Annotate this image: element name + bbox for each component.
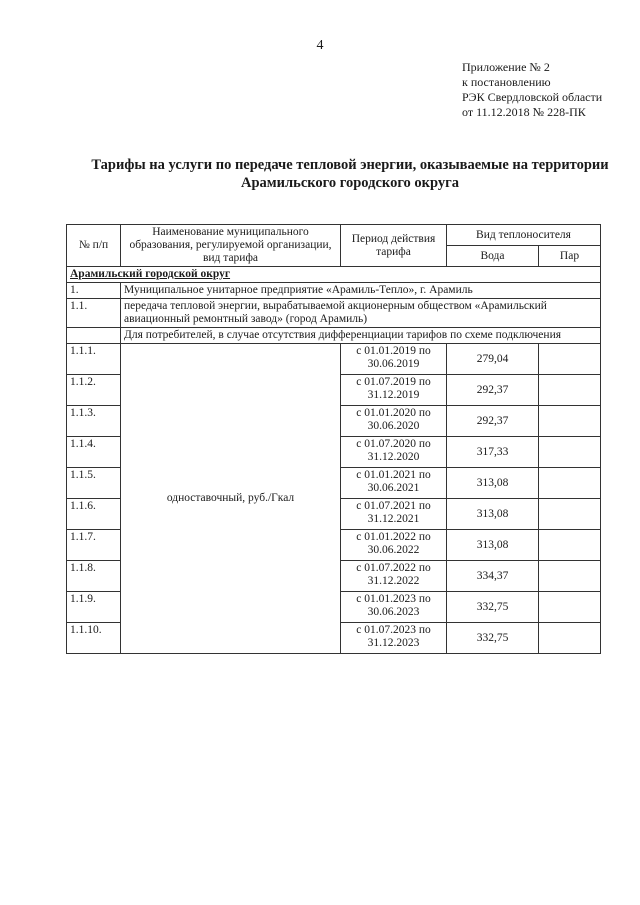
row-period: с 01.07.2020 по 31.12.2020	[341, 437, 447, 468]
row-steam-value	[539, 437, 601, 468]
row-number: 1.1.5.	[67, 468, 121, 499]
row-water-value: 292,37	[447, 375, 539, 406]
header-water: Вода	[447, 246, 539, 267]
row-water-value: 334,37	[447, 561, 539, 592]
row-steam-value	[539, 499, 601, 530]
title-line: Тарифы на услуги по передаче тепловой энергии, оказываемые на территории	[91, 157, 609, 173]
row-water-value: 332,75	[447, 592, 539, 623]
row-period: с 01.01.2021 по 30.06.2021	[341, 468, 447, 499]
appendix-line: РЭК Свердловской области	[462, 90, 603, 104]
row-steam-value	[539, 344, 601, 375]
org-number: 1.	[67, 283, 121, 299]
row-period: с 01.01.2019 по 30.06.2019	[341, 344, 447, 375]
row-number: 1.1.3.	[67, 406, 121, 437]
row-steam-value	[539, 406, 601, 437]
tariff-type: одноставочный, руб./Гкал	[121, 344, 341, 654]
row-number: 1.1.6.	[67, 499, 121, 530]
row-steam-value	[539, 592, 601, 623]
service-name: передача тепловой энергии, вырабатываемой акционерным обществом «Арамильский авиационный ремонтный завод» (город Арамиль)	[121, 299, 601, 328]
row-steam-value	[539, 375, 601, 406]
row-number: 1.1.9.	[67, 592, 121, 623]
row-water-value: 292,37	[447, 406, 539, 437]
row-period: с 01.07.2022 по 31.12.2022	[341, 561, 447, 592]
appendix-line: к постановлению	[462, 75, 551, 89]
row-number: 1.1.7.	[67, 530, 121, 561]
row-water-value: 279,04	[447, 344, 539, 375]
tariffs-table	[66, 224, 601, 654]
row-period: с 01.01.2022 по 30.06.2022	[341, 530, 447, 561]
row-steam-value	[539, 623, 601, 654]
row-period: с 01.01.2023 по 30.06.2023	[341, 592, 447, 623]
note-number-cell	[67, 328, 121, 344]
row-number: 1.1.4.	[67, 437, 121, 468]
region-row: Арамильский городской округ	[67, 267, 601, 283]
table-row	[67, 344, 601, 375]
header-steam: Пар	[539, 246, 601, 267]
appendix-line: от 11.12.2018 № 228-ПК	[462, 105, 586, 119]
row-number: 1.1.1.	[67, 344, 121, 375]
appendix-line: Приложение № 2	[462, 60, 550, 74]
header-number: № п/п	[67, 225, 121, 267]
title-line: Арамильского городского округа	[241, 175, 459, 191]
row-steam-value	[539, 530, 601, 561]
row-period: с 01.07.2023 по 31.12.2023	[341, 623, 447, 654]
org-name: Муниципальное унитарное предприятие «Арамиль-Тепло», г. Арамиль	[121, 283, 601, 299]
row-water-value: 313,08	[447, 530, 539, 561]
service-number: 1.1.	[67, 299, 121, 328]
row-number: 1.1.10.	[67, 623, 121, 654]
row-period: с 01.07.2021 по 31.12.2021	[341, 499, 447, 530]
header-period: Период действия тарифа	[341, 225, 447, 267]
header-carrier: Вид теплоносителя	[447, 225, 601, 246]
row-period: с 01.01.2020 по 30.06.2020	[341, 406, 447, 437]
row-water-value: 332,75	[447, 623, 539, 654]
row-number: 1.1.8.	[67, 561, 121, 592]
document-title	[80, 156, 620, 192]
header-name: Наименование муниципального образования, регулируемой организации, вид тарифа	[121, 225, 341, 267]
row-water-value: 313,08	[447, 499, 539, 530]
row-steam-value	[539, 561, 601, 592]
row-period: с 01.07.2019 по 31.12.2019	[341, 375, 447, 406]
page-number: 4	[316, 38, 324, 53]
appendix-reference	[462, 60, 602, 120]
row-water-value: 317,33	[447, 437, 539, 468]
row-steam-value	[539, 468, 601, 499]
consumers-note: Для потребителей, в случае отсутствия дифференциации тарифов по схеме подключения	[121, 328, 601, 344]
row-water-value: 313,08	[447, 468, 539, 499]
row-number: 1.1.2.	[67, 375, 121, 406]
